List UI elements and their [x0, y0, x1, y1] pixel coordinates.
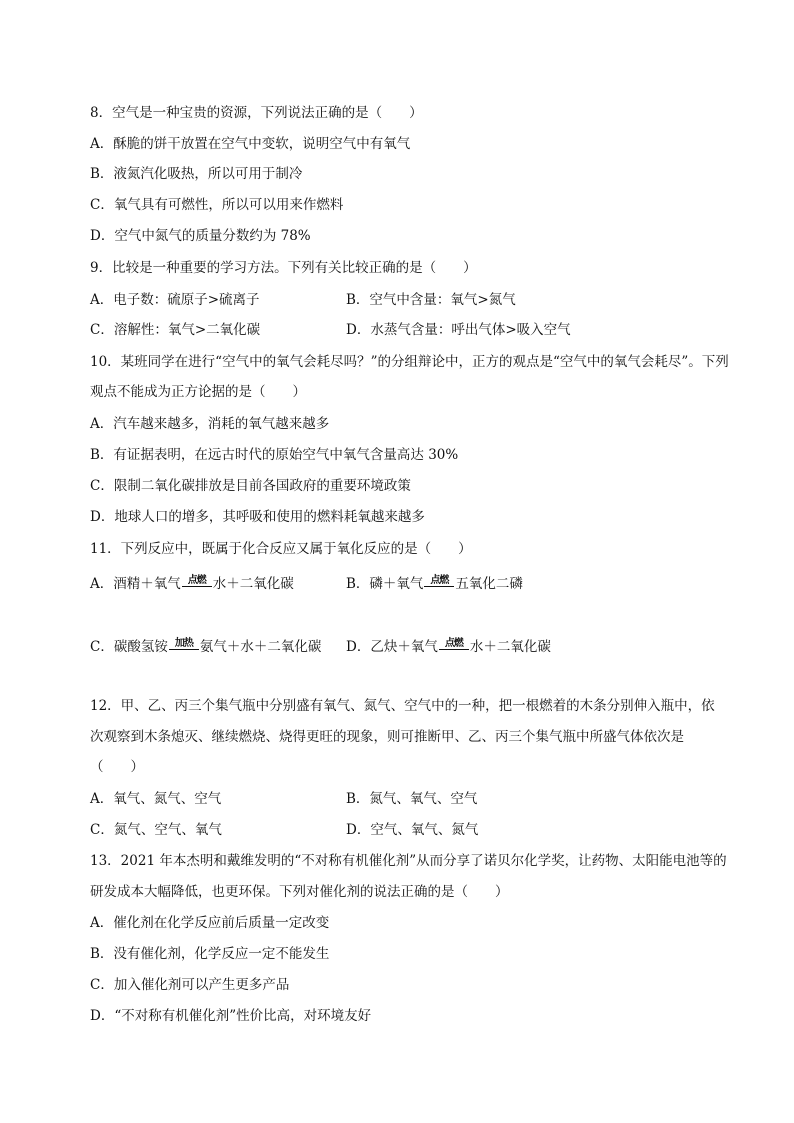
question-9-stem: 9．比较是一种重要的学习方法。下列有关比较正确的是（ ） — [90, 260, 477, 276]
question-12-stem-line2: 次观察到木条熄灭、继续燃烧、烧得更旺的现象，则可推断甲、乙、丙三个集气瓶中所盛气体依次是 — [90, 729, 684, 745]
reaction-reactants: D．乙炔＋氧气 — [346, 639, 438, 655]
reaction-arrow — [439, 639, 469, 657]
reaction-condition: 点燃 — [187, 575, 206, 586]
question-11-stem: 11．下列反应中，既属于化合反应又属于氧化反应的是（ ） — [90, 541, 472, 557]
reaction-products: 水＋二氧化碳 — [469, 639, 551, 655]
question-11-option-b — [346, 574, 523, 594]
question-8-option-a: A．酥脆的饼干放置在空气中变软，说明空气中有氧气 — [90, 136, 411, 152]
question-11-option-d — [346, 637, 551, 657]
question-12-stem-line3: （ ） — [90, 759, 144, 775]
question-8-option-b: B．液氮汽化吸热，所以可用于制冷 — [90, 166, 303, 182]
question-13-stem-line1: 13．2021 年本杰明和戴维发明的“不对称有机催化剂”从而分享了诺贝尔化学奖，让药物、太阳能电池等的 — [90, 853, 727, 869]
question-10-option-c: C．限制二氧化碳排放是目前各国政府的重要环境政策 — [90, 478, 411, 494]
reaction-equals-bar — [182, 586, 212, 587]
reaction-condition: 加热 — [174, 638, 193, 649]
reaction-condition: 点燃 — [444, 638, 463, 649]
question-8-stem: 8．空气是一种宝贵的资源，下列说法正确的是（ ） — [90, 105, 423, 121]
question-9-option-a: A．电子数：硫原子>硫离子 — [90, 292, 260, 308]
question-10-option-d: D．地球人口的增多，其呼吸和使用的燃料耗氧越来越多 — [90, 509, 425, 525]
question-13-option-b: B．没有催化剂，化学反应一定不能发生 — [90, 946, 330, 962]
question-12-stem-line1: 12．甲、乙、丙三个集气瓶中分别盛有氧气、氮气、空气中的一种，把一根燃着的木条分别伸入瓶中，依 — [90, 698, 715, 714]
question-10-option-b: B．有证据表明，在远古时代的原始空气中氧气含量高达 30% — [90, 447, 459, 463]
question-8-option-d: D．空气中氮气的质量分数约为 78% — [90, 228, 311, 244]
question-10-stem-line1: 10．某班同学在进行“空气中的氧气会耗尽吗？”的分组辩论中，正方的观点是“空气中的氧气会耗尽”。下列 — [90, 354, 729, 370]
question-12-option-a: A．氧气、氮气、空气 — [90, 791, 222, 807]
reaction-arrow — [182, 576, 212, 594]
question-12-option-c: C．氮气、空气、氧气 — [90, 822, 222, 838]
question-13-option-c: C．加入催化剂可以产生更多产品 — [90, 977, 290, 993]
reaction-reactants: A．酒精＋氧气 — [90, 576, 181, 592]
question-11-option-a — [90, 574, 294, 594]
question-10-option-a: A．汽车越来越多，消耗的氧气越来越多 — [90, 416, 330, 432]
reaction-reactants: B．磷＋氧气 — [346, 576, 424, 592]
question-12-option-d: D．空气、氧气、氮气 — [346, 822, 479, 838]
question-13-option-d: D．“不对称有机催化剂”性价比高，对环境友好 — [90, 1008, 372, 1024]
reaction-condition: 点燃 — [430, 575, 449, 586]
reaction-arrow — [424, 576, 454, 594]
question-9-option-d: D．水蒸气含量：呼出气体>吸入空气 — [346, 322, 571, 338]
reaction-arrow — [169, 639, 199, 657]
reaction-reactants: C．碳酸氢铵 — [90, 639, 168, 655]
reaction-products: 水＋二氧化碳 — [212, 576, 294, 592]
question-9-option-c: C．溶解性：氧气>二氧化碳 — [90, 322, 261, 338]
reaction-products: 氨气＋水＋二氧化碳 — [199, 639, 322, 655]
reaction-equals-bar — [169, 649, 199, 650]
reaction-equals-bar — [439, 649, 469, 650]
question-12-option-b: B．氮气、氧气、空气 — [346, 791, 478, 807]
reaction-products: 五氧化二磷 — [455, 576, 523, 592]
question-11-option-c — [90, 637, 321, 657]
question-10-stem-line2: 观点不能成为正方论据的是（ ） — [90, 384, 306, 400]
reaction-equals-bar — [424, 586, 454, 587]
question-13-option-a: A．催化剂在化学反应前后质量一定改变 — [90, 915, 330, 931]
question-13-stem-line2: 研发成本大幅降低，也更环保。下列对催化剂的说法正确的是（ ） — [90, 884, 509, 900]
question-8-option-c: C．氧气具有可燃性，所以可以用来作燃料 — [90, 197, 344, 213]
question-9-option-b: B．空气中含量：氧气>氮气 — [346, 292, 516, 308]
